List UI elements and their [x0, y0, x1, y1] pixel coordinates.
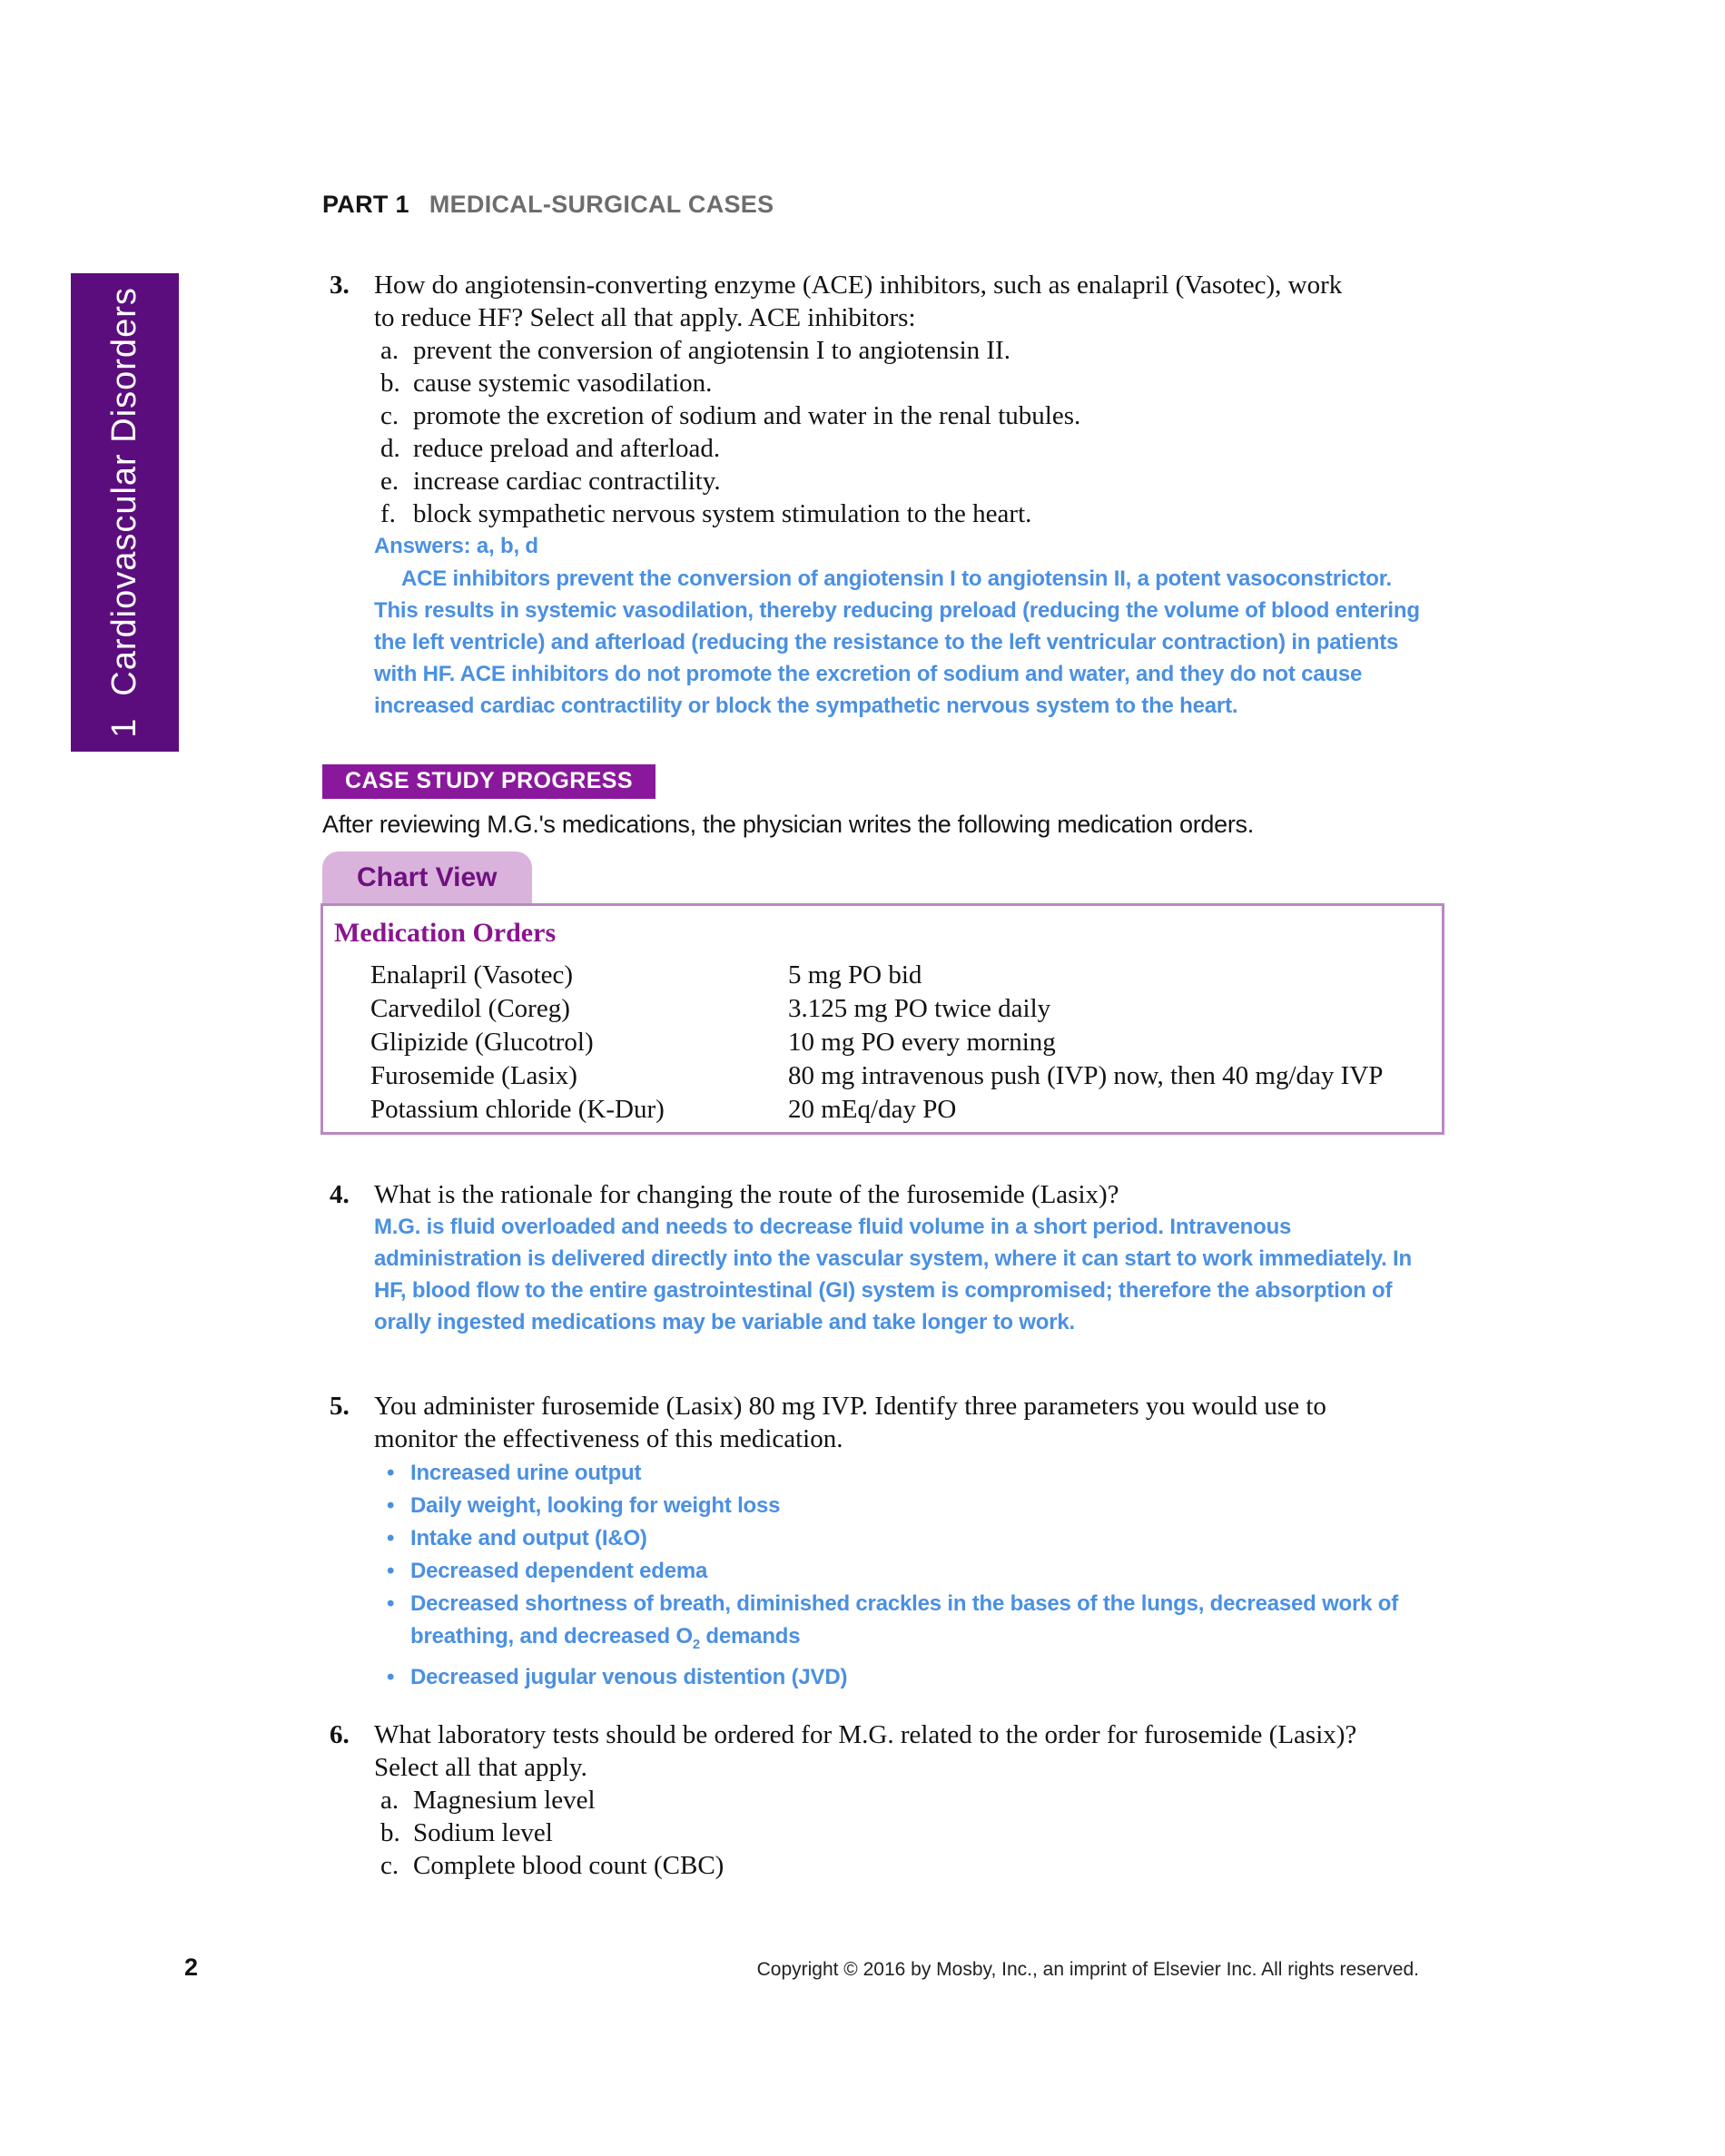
- drug-dose: 3.125 mg PO twice daily: [788, 994, 1051, 1023]
- order-row: [370, 992, 1442, 1026]
- option-b: [374, 1816, 1492, 1849]
- bullet-text: demands: [699, 1624, 801, 1649]
- drug-dose: 10 mg PO every morning: [788, 1028, 1056, 1057]
- option-text: increase cardiac contractility.: [413, 467, 721, 496]
- bullet-icon: •: [387, 1591, 395, 1616]
- option-letter: b.: [380, 1818, 400, 1847]
- order-row: [370, 959, 1442, 992]
- question-4-number: 4.: [330, 1180, 350, 1209]
- bullet-text: Daily weight, looking for weight loss: [410, 1493, 781, 1518]
- drug-name: Glipizide (Glucotrol): [370, 1028, 594, 1057]
- question-5: [330, 1390, 1492, 1694]
- copyright-notice: Copyright © 2016 by Mosby, Inc., an imprint of Elsevier Inc. All rights reserved.: [756, 1959, 1419, 1980]
- drug-dose: 80 mg intravenous push (IVP) now, then 40 mg/day IVP: [788, 1061, 1384, 1090]
- question-3-answer-label: Answers: a, b, d: [374, 534, 538, 558]
- option-c: [374, 1849, 1492, 1882]
- question-4-answer-text: M.G. is fluid overloaded and needs to decrease fluid volume in a short period. Intravenous administration is delivered directly into the vascular system, where it can start to work immediately. In HF, blood flow to the entire gastrointestinal (GI) system is compromised; therefore the absorption of orally ingested medications may be variable and take longer to work.: [374, 1215, 1412, 1334]
- option-text: reduce preload and afterload.: [413, 434, 721, 463]
- option-a: [374, 1784, 1492, 1816]
- option-letter: a.: [380, 336, 399, 365]
- question-3-body: [374, 269, 1474, 722]
- question-5-answer-bullets: [374, 1457, 1492, 1694]
- option-text: block sympathetic nervous system stimulation to the heart.: [413, 499, 1032, 528]
- question-3-text-line1: How do angiotensin-converting enzyme (ACE) inhibitors, such as enalapril (Vasotec), work: [374, 271, 1343, 300]
- drug-name: Furosemide (Lasix): [370, 1061, 577, 1090]
- question-6: [330, 1718, 1492, 1882]
- option-e: [374, 465, 1474, 497]
- bullet-icon: •: [387, 1493, 395, 1518]
- page-number: 2: [184, 1954, 199, 1981]
- question-3-number: 3.: [330, 271, 350, 300]
- medication-orders-table: [370, 959, 1442, 1127]
- drug-name: Enalapril (Vasotec): [370, 960, 574, 989]
- medication-orders-box: [320, 903, 1444, 1135]
- answer-bullet: [374, 1661, 1464, 1694]
- bullet-text: Increased urine output: [410, 1461, 642, 1485]
- oxygen-subscript: 2: [692, 1637, 700, 1652]
- chapter-number: 1: [105, 717, 143, 738]
- option-text: Sodium level: [413, 1818, 553, 1847]
- question-6-number: 6.: [330, 1720, 350, 1749]
- question-3: [330, 269, 1474, 722]
- answer-bullet: [374, 1522, 1464, 1555]
- chart-view-tab: Chart View: [322, 852, 532, 903]
- case-study-progress-badge: CASE STUDY PROGRESS: [322, 764, 656, 799]
- question-4: [330, 1178, 1492, 1338]
- bullet-icon: •: [387, 1559, 395, 1583]
- order-row: [370, 1093, 1442, 1127]
- option-d: [374, 432, 1474, 465]
- option-a: [374, 334, 1474, 367]
- option-letter: f.: [380, 499, 396, 528]
- answer-bullet: [374, 1490, 1464, 1522]
- question-6-text-line2: Select all that apply.: [374, 1753, 587, 1782]
- medication-orders-title: Medication Orders: [334, 918, 557, 948]
- question-5-number: 5.: [330, 1392, 350, 1421]
- drug-name: Carvedilol (Coreg): [370, 994, 570, 1023]
- bullet-icon: •: [387, 1526, 395, 1551]
- answer-bullet: [374, 1457, 1464, 1490]
- option-text: Complete blood count (CBC): [413, 1851, 724, 1880]
- drug-dose: 5 mg PO bid: [788, 960, 922, 989]
- question-4-text: What is the rationale for changing the route of the furosemide (Lasix)?: [374, 1180, 1119, 1209]
- option-c: [374, 399, 1474, 432]
- option-text: promote the excretion of sodium and water in the renal tubules.: [413, 401, 1081, 430]
- option-f: [374, 497, 1474, 530]
- option-text: Magnesium level: [413, 1786, 596, 1815]
- order-row: [370, 1026, 1442, 1059]
- question-3-text-line2: to reduce HF? Select all that apply. ACE inhibitors:: [374, 303, 916, 332]
- bullet-text: Decreased dependent edema: [410, 1559, 708, 1583]
- drug-dose: 20 mEq/day PO: [788, 1095, 957, 1124]
- question-3-options: [374, 334, 1474, 530]
- option-b: [374, 367, 1474, 399]
- bullet-text: Decreased shortness of breath, diminished crackles in the bases of the lungs, decreased work of breathing, and decreased O: [410, 1591, 1399, 1649]
- question-6-body: [374, 1718, 1492, 1882]
- chapter-tab-text: [105, 287, 144, 738]
- answer-bullet: [374, 1555, 1464, 1588]
- part-title: MEDICAL-SURGICAL CASES: [429, 191, 774, 218]
- drug-name: Potassium chloride (K-Dur): [370, 1095, 665, 1124]
- option-letter: d.: [380, 434, 400, 463]
- part-label: PART 1: [322, 191, 409, 218]
- option-letter: b.: [380, 369, 400, 398]
- chapter-side-tab: [71, 273, 179, 752]
- bullet-text: Decreased jugular venous distention (JVD): [410, 1664, 848, 1689]
- option-letter: c.: [380, 401, 399, 430]
- bullet-icon: •: [387, 1664, 395, 1689]
- bullet-text: Intake and output (I&O): [410, 1526, 647, 1551]
- running-head: [322, 189, 774, 220]
- order-row: [370, 1059, 1442, 1093]
- question-4-body: [374, 1178, 1492, 1338]
- option-letter: a.: [380, 1786, 399, 1815]
- question-3-answer-text: ACE inhibitors prevent the conversion of angiotensin I to angiotensin II, a potent vasoconstrictor. This results in systemic vasodilation, thereby reducing preload (reducing the volume of blood entering the left ventricle) and afterload (reducing the resistance to the left ventricular contraction) in patients with HF. ACE inhibitors do not promote the excretion of sodium and water, and they do not cause increased cardiac contractility or block the sympathetic nervous system to the heart.: [374, 566, 1420, 718]
- bullet-icon: •: [387, 1461, 395, 1485]
- chapter-title: Cardiovascular Disorders: [105, 287, 143, 696]
- case-study-intro: After reviewing M.G.'s medications, the physician writes the following medication orders.: [322, 811, 1254, 838]
- question-6-text-line1: What laboratory tests should be ordered for M.G. related to the order for furosemide (Lasix)?: [374, 1720, 1357, 1749]
- option-text: cause systemic vasodilation.: [413, 369, 713, 398]
- question-5-body: [374, 1390, 1492, 1694]
- question-5-text-line2: monitor the effectiveness of this medication.: [374, 1424, 843, 1453]
- question-6-options: [374, 1784, 1492, 1882]
- option-letter: c.: [380, 1851, 399, 1880]
- question-5-text-line1: You administer furosemide (Lasix) 80 mg IVP. Identify three parameters you would use to: [374, 1392, 1326, 1421]
- answer-bullet-oxygen: [374, 1588, 1464, 1661]
- option-letter: e.: [380, 467, 399, 496]
- option-text: prevent the conversion of angiotensin I to angiotensin II.: [413, 336, 1010, 365]
